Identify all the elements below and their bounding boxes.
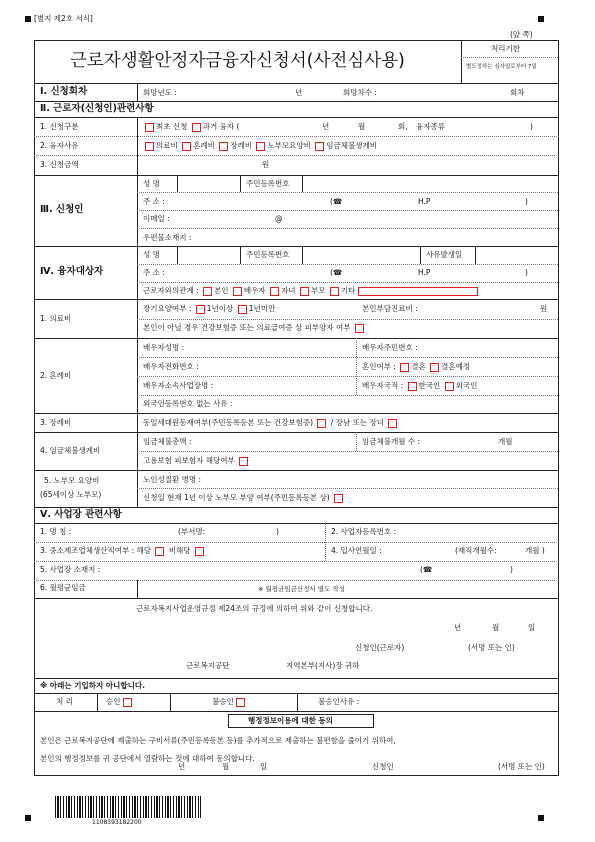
business-number-label: 2. 사업자등록번호 : — [331, 527, 397, 536]
avg-wage-note: ※ 월평균임금산정서 별도 작성 — [258, 585, 345, 593]
reject-reason-label: 불승인사유 : — [318, 697, 360, 706]
sme-no-checkbox[interactable] — [195, 547, 204, 556]
first-apply-checkbox[interactable] — [145, 123, 154, 132]
declaration-applicant-label: 신청인(근로자) — [355, 643, 405, 652]
applicant-rrn-label: 주민등록번호 — [246, 179, 290, 188]
reason-funeral-checkbox[interactable] — [219, 142, 228, 151]
same-household-checkbox[interactable] — [317, 419, 326, 428]
amount-label: 3. 신청금액 — [40, 160, 79, 169]
section-1-title: Ⅰ. 신청회차 — [40, 86, 88, 97]
approve-checkbox[interactable] — [123, 698, 132, 707]
elderly-care-label: 5. 노부모 요양비 — [44, 476, 100, 485]
sme-yes-checkbox[interactable] — [155, 547, 164, 556]
medical-label: 1. 의료비 — [40, 314, 72, 323]
relation-other-checkbox[interactable] — [330, 287, 339, 296]
hire-date-label: 4. 입사연월일 : — [331, 546, 382, 555]
target-rrn-label: 주민등록번호 — [246, 250, 290, 259]
long-term-under-1y-checkbox[interactable] — [238, 305, 247, 314]
target-hp-label: H.P — [418, 268, 431, 277]
processing-period-value: 별도정하는 심사일로부터 7일 — [466, 64, 537, 70]
past-loan-kind: 융자종류 — [416, 122, 445, 131]
reason-wedding-checkbox[interactable] — [182, 142, 191, 151]
applicant-hp-label: H.P — [418, 197, 431, 206]
office-use-note: ※ 아래는 기입하지 아니합니다. — [40, 681, 145, 690]
declaration-signature[interactable]: (서명 또는 인) — [468, 643, 515, 652]
consent-signature[interactable]: (서명 또는 인) — [498, 762, 545, 771]
applicant-mail-address-label: 우편물소재지 : — [143, 233, 192, 242]
self-pay-label: 본인부담진료비 : — [362, 304, 418, 313]
spouse-name-label: 배우자성명 : — [143, 343, 185, 352]
applicant-email-label: 이메일 : — [143, 214, 170, 223]
relation-spouse-checkbox[interactable] — [233, 287, 242, 296]
section-3-title: Ⅲ. 신청인 — [40, 204, 84, 215]
company-tel-label: (☎ — [420, 565, 433, 574]
relation-other-input[interactable] — [358, 287, 478, 296]
form-title: 근로자생활안정자금융자신청서(사전심사용) — [70, 51, 405, 71]
foreigner-checkbox[interactable] — [445, 382, 454, 391]
reject-checkbox[interactable] — [236, 698, 245, 707]
declaration-text: 근로자복지사업운영규정 제24조의 규정에 의하여 위와 같이 신청합니다. — [136, 604, 373, 613]
spouse-rrn-label: 배우자주민번호 : — [362, 343, 418, 352]
target-tel-label: (☎ — [330, 268, 343, 277]
eldest-child-checkbox[interactable] — [388, 419, 397, 428]
section-4-title: Ⅳ. 융자대상자 — [40, 266, 104, 277]
unpaid-months-label: 임금체불개월 수 : — [362, 437, 421, 446]
barcode-number: 1108393182200 — [92, 819, 142, 826]
elderly-care-sublabel: (65세이상 노부모) — [40, 490, 102, 499]
past-loan-year: 년 — [322, 122, 330, 131]
front-side-label: (앞 쪽) — [510, 30, 533, 39]
reason-elderly-care-checkbox[interactable] — [256, 142, 265, 151]
section-5-title: Ⅴ. 사업장 관련사항 — [40, 509, 122, 520]
applicant-name-label: 성 명 — [143, 179, 160, 188]
wedding-label: 2. 혼례비 — [40, 371, 72, 380]
year-input[interactable]: 년 — [295, 88, 303, 97]
corner-mark-bl — [25, 815, 31, 821]
elderly-support-checkbox[interactable] — [334, 494, 343, 503]
processing-period-label: 처리기한 — [491, 44, 520, 53]
relation-label: 근로자와의관계 : — [143, 286, 199, 295]
company-name-label: 1. 명 칭 : — [40, 527, 72, 536]
insured-checkbox[interactable] — [239, 457, 248, 466]
consent-title: 행정정보이용에 대한 동의 — [248, 716, 333, 725]
corner-mark-br — [538, 815, 544, 821]
round-input[interactable]: 회차 — [510, 88, 525, 97]
funeral-label: 3. 장례비 — [40, 418, 72, 427]
consent-line-1: 본인은 근로복지공단에 제출하는 구비서류(주민등록등본 등)를 추가적으로 제출하는 불편함을 줄이기 위하여, — [40, 736, 396, 745]
round-label: 회망차수 : — [343, 88, 377, 97]
event-date-label: 사유발생일 — [426, 250, 463, 259]
spouse-workplace-label: 배우자소속사업장명 : — [143, 381, 214, 390]
past-loan-month: 월 — [358, 122, 366, 131]
applicant-tel-label: (☎ — [330, 197, 343, 206]
avg-wage-label: 6. 월평균임금 — [40, 583, 86, 592]
unpaid-wage-label: 4. 임금체불생계비 — [40, 446, 101, 455]
relation-self-checkbox[interactable] — [203, 287, 212, 296]
past-loan-count: 회, — [398, 122, 408, 131]
amount-input[interactable]: 원 — [262, 160, 270, 169]
korean-checkbox[interactable] — [408, 382, 417, 391]
elderly-support-question: 신청일 현재 1년 이상 노부모 부양 여부(주민등록등본 상) — [143, 493, 330, 502]
loan-reason-label: 2. 융자사유 — [40, 141, 79, 150]
long-term-over-1y-checkbox[interactable] — [196, 305, 205, 314]
reason-medical-checkbox[interactable] — [145, 142, 154, 151]
insured-question: 고용보험 피보험자 해당여부 — [143, 456, 235, 465]
relation-child-checkbox[interactable] — [270, 287, 279, 296]
section-2-title: Ⅱ. 근로자(신청인)관련사항 — [40, 103, 154, 114]
target-address-label: 주 소 : — [143, 268, 165, 277]
foreign-reg-reason-label: 외국인등록번호 없는 사유 : — [143, 399, 233, 408]
form-number: [별지 제2호 서식] — [34, 14, 93, 23]
barcode — [55, 796, 201, 818]
target-name-label: 성 명 — [143, 250, 160, 259]
spouse-tel-label: 배우자전화번호 : — [143, 362, 199, 371]
married-checkbox[interactable] — [400, 363, 409, 372]
same-household-question: 동일세대원동재여부(주민등록등본 또는 건강보험증) — [143, 418, 314, 427]
elderly-illness-label: 노인성질환 병명 : — [143, 475, 202, 484]
year-label: 회망년도 : — [143, 88, 177, 97]
tenure-label: (재직개월수: — [455, 546, 497, 555]
corner-mark-tl — [25, 16, 31, 22]
apply-type-label: 1. 신청구분 — [40, 122, 79, 131]
company-address-label: 5. 사업장 소재지 : — [40, 565, 101, 574]
applicant-address-label: 주 소 : — [143, 197, 165, 206]
marriage-planned-checkbox[interactable] — [430, 363, 439, 372]
processing-label: 처 리 — [56, 697, 73, 706]
unpaid-amount-label: 임금체불총액 : — [143, 437, 192, 446]
past-loan-checkbox[interactable] — [192, 123, 201, 132]
department-label: (부서명: — [178, 527, 206, 536]
corner-mark-tr — [538, 16, 544, 22]
consent-line-2: 본인의 행정정보를 귀 공단에서 열람하는 것에 대하여 동의합니다. — [40, 754, 255, 763]
reason-unpaid-wage-checkbox[interactable] — [315, 142, 324, 151]
addressee: 지역본부(지사)장 귀하 — [286, 661, 360, 670]
agency-name: 근로복지공단 — [186, 661, 230, 670]
consent-applicant-label: 신청인 — [372, 762, 394, 771]
relation-parent-checkbox[interactable] — [300, 287, 309, 296]
dependent-question: 본인이 아닐 경우 건강보험증 또는 의료급여증 상 피부양자 여부 — [143, 323, 351, 332]
sme-manufacturing-label: 3. 중소제조업체생산직여부 : 해당 — [40, 546, 152, 555]
dependent-checkbox[interactable] — [355, 324, 364, 333]
